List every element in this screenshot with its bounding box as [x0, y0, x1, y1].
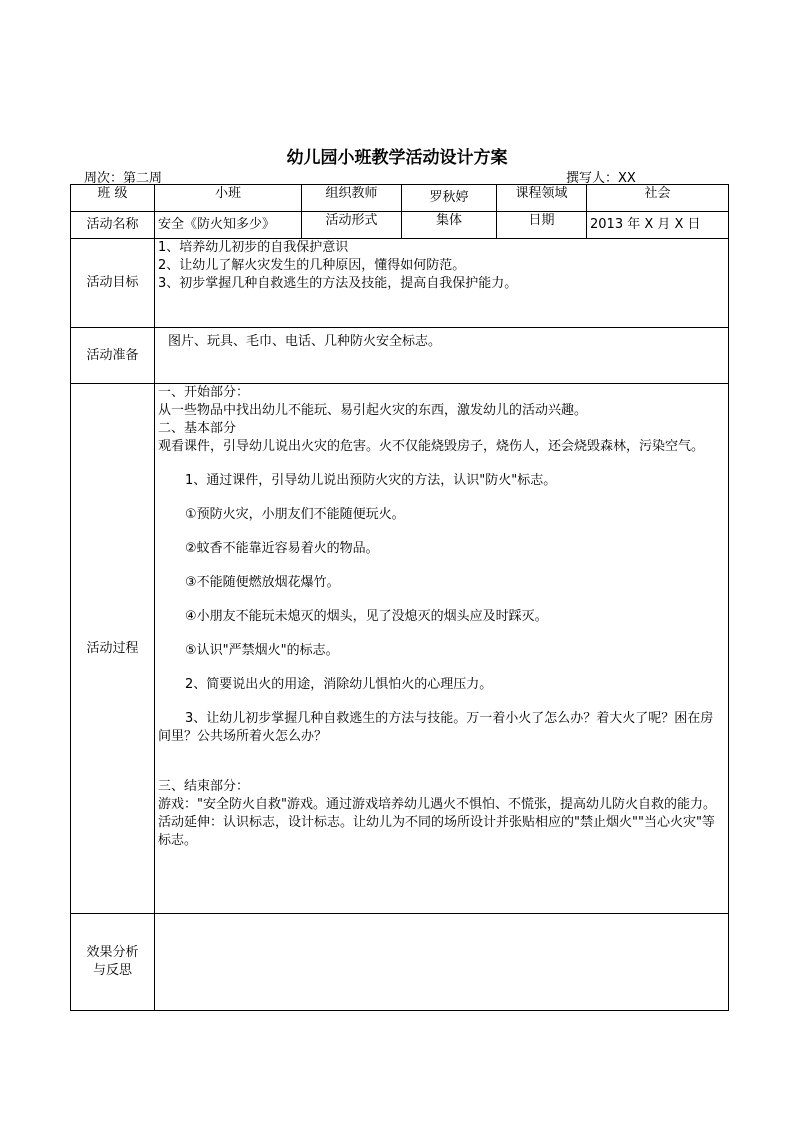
reflection-content-cell[interactable]	[155, 914, 729, 1011]
process-label-cell: 活动过程	[71, 384, 155, 914]
table-row	[71, 914, 729, 1011]
date-value-cell: 2013 年 X 月 X 日	[587, 212, 729, 239]
activity-name-value-cell: 安全《防火知多少》	[155, 212, 302, 239]
author-label: 撰写人：XX	[566, 171, 636, 186]
process-text: ②蚊香不能靠近容易着火的物品。	[185, 541, 379, 556]
process-text: 观看课件，引导幼儿说出火灾的危害。火不仅能烧毁房子，烧伤人，还会烧毁森林，污染空气。	[158, 439, 705, 454]
reflection-label: 效果分析	[86, 945, 139, 960]
prep-text: 图片、玩具、毛巾、电话、几种防火安全标志。	[168, 334, 442, 349]
table-row	[71, 185, 729, 212]
teacher-label-cell: 组织教师	[302, 185, 402, 212]
process-content-cell	[155, 384, 729, 914]
activity-form-value-cell: 集体	[402, 212, 497, 239]
domain-value-cell: 社会	[587, 185, 729, 212]
table-row	[71, 328, 729, 384]
process-text: 2、简要说出火的用途，消除幼儿惧怕火的心理压力。	[185, 677, 493, 692]
class-label-cell: 班 级	[71, 185, 155, 212]
prep-label-cell: 活动准备	[71, 328, 155, 384]
process-text: 从一些物品中找出幼儿不能玩、易引起火灾的东西，激发幼儿的活动兴趣。	[158, 403, 588, 418]
domain-label-cell: 课程领域	[497, 185, 587, 212]
class-value-cell: 小班	[155, 185, 302, 212]
prep-content-cell	[155, 328, 729, 384]
process-text: ①预防火灾，小朋友们不能随便玩火。	[185, 507, 405, 522]
goals-content-cell	[155, 239, 729, 328]
week-label: 周次：第二周	[84, 171, 163, 186]
date-label-cell: 日期	[497, 212, 587, 239]
goal-item: 3、初步掌握几种自救逃生的方法及技能，提高自我保护能力。	[158, 276, 518, 291]
goal-item: 2、让幼儿了解火灾发生的几种原因，懂得如何防范。	[158, 258, 466, 273]
page-title: 幼儿园小班教学活动设计方案	[286, 148, 508, 168]
process-text: ③不能随便燃放烟花爆竹。	[185, 575, 340, 590]
reflection-label-cell	[71, 914, 155, 1011]
table-row	[71, 384, 729, 914]
table-row	[71, 212, 729, 239]
table-row	[71, 239, 729, 328]
process-text: 三、结束部分：	[158, 779, 250, 794]
process-text: 3、让幼儿初步掌握几种自救逃生的方法与技能。万一着小火了怎么办？着大火了呢？困在房间里？公共场所着火怎么办？	[158, 711, 714, 744]
goals-label-cell: 活动目标	[71, 239, 155, 328]
process-text: 游戏："安全防火自救"游戏。通过游戏培养幼儿遇火不惧怕、不慌张，提高幼儿防火自救的能力。活动延伸：认识标志，设计标志。让幼儿为不同的场所设计并张贴相应的"禁止烟火""当心火灾"等标志。	[158, 797, 716, 848]
lesson-plan-table	[70, 184, 729, 1011]
goal-item: 1、培养幼儿初步的自我保护意识	[158, 240, 349, 255]
reflection-label: 与反思	[92, 963, 132, 978]
activity-name-label-cell: 活动名称	[71, 212, 155, 239]
process-text: 一、开始部分：	[158, 385, 250, 400]
process-text: 1、通过课件，引导幼儿说出预防火灾的方法，认识"防火"标志。	[185, 473, 557, 488]
teacher-value-cell: 罗秋婷	[402, 185, 497, 212]
process-text: ⑤认识"严禁烟火"的标志。	[185, 643, 339, 658]
activity-form-label-cell: 活动形式	[302, 212, 402, 239]
process-text: ④小朋友不能玩未熄灭的烟头，见了没熄灭的烟头应及时踩灭。	[185, 609, 548, 624]
process-text: 二、基本部分	[158, 421, 237, 436]
